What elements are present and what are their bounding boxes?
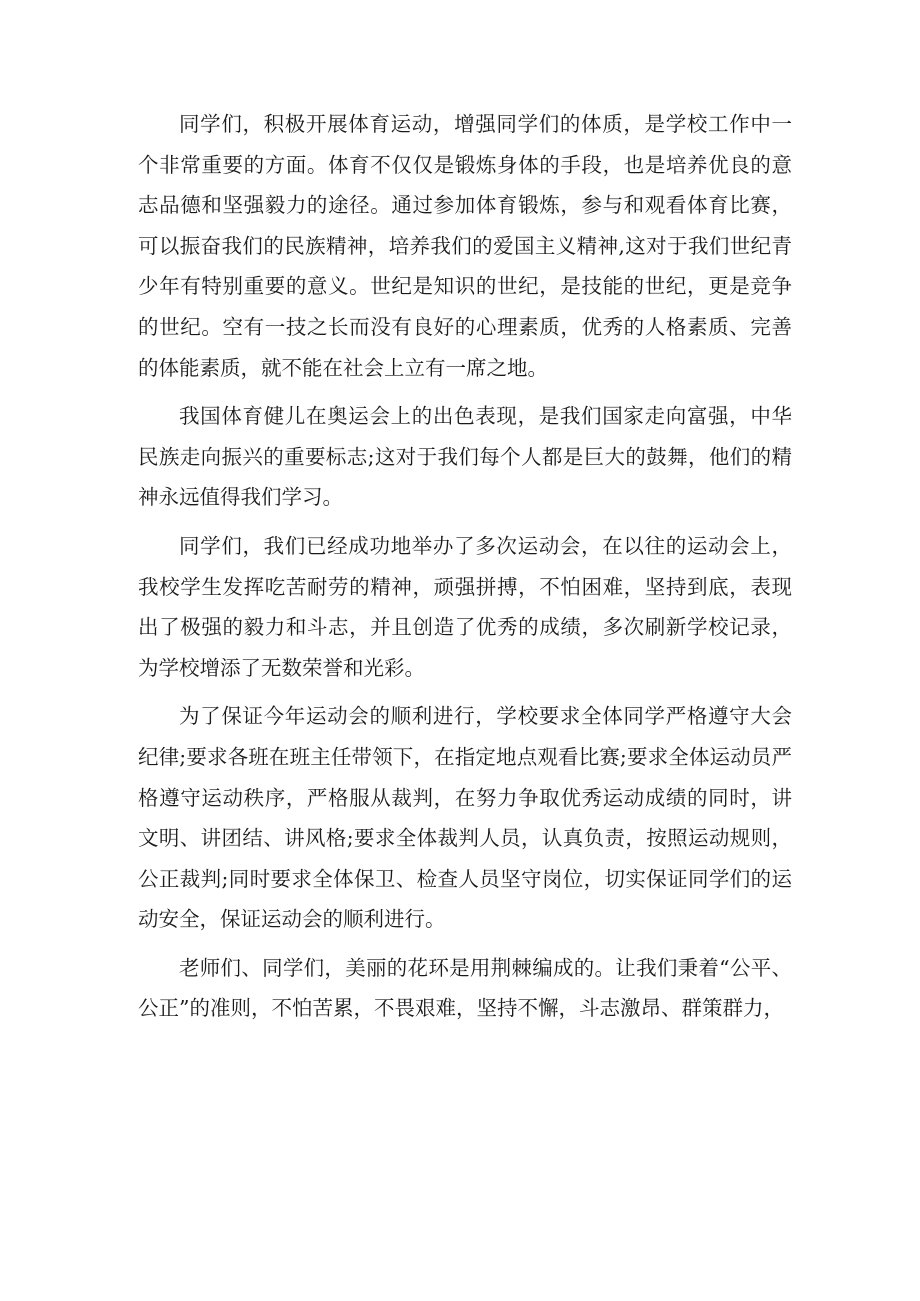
paragraph-1: 同学们，积极开展体育运动，增强同学们的体质，是学校工作中一个非常重要的方面。体育不仅仅是锻炼身体的手段，也是培养优良的意志品德和坚强毅力的途径。通过参加体育锻炼，参与和观看体育比赛，可以振奋我们的民族精神，培养我们的爱国主义精神,这对于我们世纪青少年有特别重要的意义。世纪是知识的世纪，是技能的世纪，更是竞争的世纪。空有一技之长而没有良好的心理素质，优秀的人格素质、完善的体能素质，就不能在社会上立有一席之地。	[138, 112, 792, 380]
paragraph-3: 同学们，我们已经成功地举办了多次运动会，在以往的运动会上，我校学生发挥吃苦耐劳的精神，顽强拼搏，不怕困难，坚持到底，表现出了极强的毅力和斗志，并且创造了优秀的成绩，多次刷新学校记录，为学校增添了无数荣誉和光彩。	[138, 533, 792, 680]
document-body	[138, 104, 792, 1029]
paragraph-2: 我国体育健儿在奥运会上的出色表现，是我们国家走向富强，中华民族走向振兴的重要标志;这对于我们每个人都是巨大的鼓舞，他们的精神永远值得我们学习。	[138, 404, 792, 510]
paragraph-4: 为了保证今年运动会的顺利进行，学校要求全体同学严格遵守大会纪律;要求各班在班主任带领下，在指定地点观看比赛;要求全体运动员严格遵守运动秩序，严格服从裁判，在努力争取优秀运动成绩的同时，讲文明、讲团结、讲风格;要求全体裁判人员，认真负责，按照运动规则，公正裁判;同时要求全体保卫、检查人员坚守岗位，切实保证同学们的运动安全，保证运动会的顺利进行。	[138, 704, 792, 932]
paragraph-5: 老师们、同学们，美丽的花环是用荆棘编成的。让我们秉着“公平、公正”的准则，不怕苦累，不畏艰难，坚持不懈，斗志激昂、群策群力，	[138, 955, 792, 1021]
